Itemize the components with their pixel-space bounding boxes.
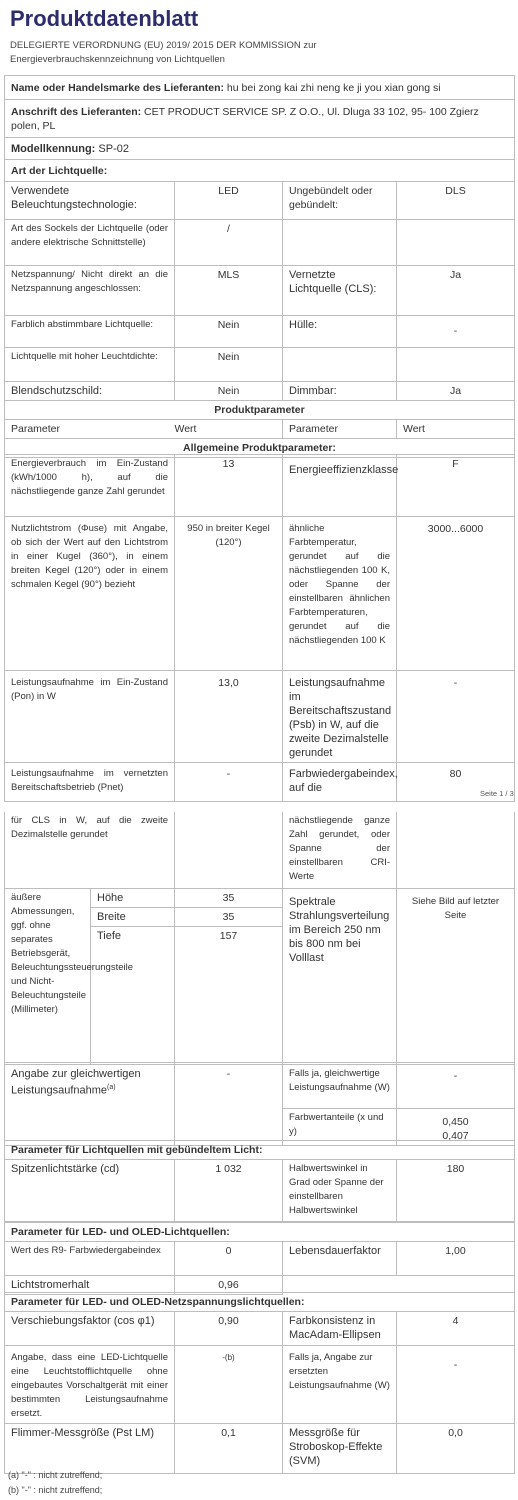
chroma-y: 0,407 <box>442 1130 469 1142</box>
chroma-label: Farbwertanteile (x und y) <box>283 1109 397 1146</box>
light-type-value: Nein <box>175 382 283 401</box>
depth-value: 157 <box>175 927 283 1065</box>
equiv-yes-label: Falls ja, gleichwertige Leistungsaufnahme (W) <box>283 1063 397 1109</box>
spd-value: Siehe Bild auf letzter Seite <box>397 889 515 1065</box>
supplier-name-label: Name oder Handelsmarke des Lieferanten: <box>11 82 224 94</box>
light-type-value: LED <box>175 182 283 220</box>
supplier-name-value: hu bei zong kai zhi neng ke ji you xian gong si <box>226 82 441 94</box>
beam-label: Halbwertswinkel in Grad oder Spanne der einstellbaren Halbwertswinkel <box>283 1160 397 1222</box>
cri-label-cont: nächstliegende ganze Zahl gerundet, oder Spanne der einstellbaren CRI-Werte <box>283 812 397 888</box>
light-type-row <box>5 382 515 401</box>
pon-label: Leistungsaufnahme im Ein-Zustand (Pon) in W <box>5 671 175 763</box>
light-source-type-table <box>4 181 515 401</box>
energy-label: Energieverbrauch im Ein-Zustand (kWh/1000 h), auf die nächstliegende ganze Zahl gerundet <box>5 455 175 517</box>
flicker-label: Flimmer-Messgröße (Pst LM) <box>5 1424 175 1474</box>
psb-label: Leistungsaufnahme im Bereitschaftszustand (Psb) in W, auf die zweite Dezimalstelle gerundet <box>283 671 397 763</box>
regulation-subtitle: DELEGIERTE VERORDNUNG (EU) 2019/ 2015 DER KOMMISSION zur Energieverbrauchskennzeichnung von Lichtquellen <box>10 40 317 65</box>
replace-yes-value: - <box>397 1346 515 1424</box>
equiv-label: Angabe zur gleichwertigen Leistungsaufnahme$^{(a)}$ <box>5 1063 175 1146</box>
light-type-label: Lichtquelle mit hoher Leuchtdichte: <box>5 348 175 382</box>
light-type-value: Nein <box>175 348 283 382</box>
light-type-row <box>5 266 515 316</box>
light-type-label-2: Vernetzte Lichtquelle (CLS): <box>283 266 397 316</box>
maint-value: 0,96 <box>175 1276 283 1295</box>
light-type-value-2: - <box>397 316 515 348</box>
cri-label: Farbwiedergabeindex, auf die <box>283 763 397 802</box>
supplier-address-label: Anschrift des Lieferanten: <box>11 106 142 118</box>
strobo-label: Messgröße für Stroboskop-Effekte (SVM) <box>283 1424 397 1474</box>
mains-title: Parameter für LED- und OLED-Netzspannungslichtquellen: <box>5 1293 515 1312</box>
cri-value-cont <box>397 812 515 888</box>
col-header-parameter: Parameter Wert <box>5 420 283 439</box>
dimensions-label: äußere Abmessungen, ggf. ohne separates Betriebsgerät, Beleuchtungssteuerungsteile und Nicht-Beleuchtungsteile (Millimeter) <box>5 889 91 1065</box>
beam-value: 180 <box>397 1160 515 1222</box>
light-type-label: Netzspannung/ Nicht direkt an die Netzspannung angeschlossen: <box>5 266 175 316</box>
flux-value: 950 in breiter Kegel (120°) <box>175 517 283 671</box>
model-row <box>5 138 515 160</box>
mains-table <box>4 1292 515 1474</box>
col-header-parameter-2: Parameter <box>283 420 397 439</box>
life-value: 1,00 <box>397 1242 515 1276</box>
equiv-yes-value: - <box>397 1063 515 1109</box>
pnet-label-cont: für CLS in W, auf die zweite Dezimalstelle gerundet <box>5 812 175 888</box>
pon-value: 13,0 <box>175 671 283 763</box>
col-header-value-2: Wert <box>397 420 515 439</box>
supplier-address-row <box>5 100 515 138</box>
pnet-value: - <box>175 763 283 802</box>
width-value: 35 <box>175 908 283 927</box>
peak-value: 1 032 <box>175 1160 283 1222</box>
psb-value: - <box>397 671 515 763</box>
flux-label: Nutzlichtstrom (Φuse) mit Angabe, ob sich der Wert auf den Lichtstrom in einer Kugel (360°), in einem breiten Kegel (120°) oder in einem schmalen Kegel (90°) bezieht <box>5 517 175 671</box>
equiv-table <box>4 1062 515 1146</box>
light-type-value-2 <box>397 220 515 266</box>
life-label: Lebensdauerfaktor <box>283 1242 397 1276</box>
product-params-title: Produktparameter <box>5 401 515 420</box>
energy-value: 13 <box>175 455 283 517</box>
light-type-label-2 <box>283 348 397 382</box>
light-type-label-2: Hülle: <box>283 316 397 348</box>
height-value: 35 <box>175 889 283 908</box>
peak-label: Spitzenlichtstärke (cd) <box>5 1160 175 1222</box>
light-type-label: Farblich abstimmbare Lichtquelle: <box>5 316 175 348</box>
footnote-ref-a: (a) <box>107 1084 116 1091</box>
general-params-cont-table <box>4 812 515 889</box>
disp-label: Verschiebungsfaktor (cos φ1) <box>5 1312 175 1346</box>
light-type-value-2: Ja <box>397 266 515 316</box>
light-type-label: Verwendete Beleuchtungstechnologie: <box>5 182 175 220</box>
light-type-row <box>5 182 515 220</box>
r9-value: 0 <box>175 1242 283 1276</box>
flicker-value: 0,1 <box>175 1424 283 1474</box>
footnote-a: (a) "-" : nicht zutreffend; <box>8 1470 103 1480</box>
model-value: SP-02 <box>98 143 129 155</box>
strobo-value: 0,0 <box>397 1424 515 1474</box>
light-type-row <box>5 220 515 266</box>
dimensions-table <box>4 888 515 1065</box>
replace-yes-label: Falls ja, Angabe zur ersetzten Leistungsaufnahme (W) <box>283 1346 397 1424</box>
cri-value: 80 <box>397 763 515 802</box>
r9-label: Wert des R9- Farbwiedergabeindex <box>5 1242 175 1276</box>
led-table <box>4 1222 515 1295</box>
light-type-label: Art des Sockels der Lichtquelle (oder andere elektrische Schnittstelle) <box>5 220 175 266</box>
cct-label: ähnliche Farbtemperatur, gerundet auf die nächstliegenden 100 K, oder Spanne der einstellbaren ähnlichen Farbtemperaturen, gerundet auf die nächstliegenden 100 K <box>283 517 397 671</box>
light-type-label-2: Ungebündelt oder gebündelt: <box>283 182 397 220</box>
col-header-value: Wert <box>174 423 197 435</box>
consist-value: 4 <box>397 1312 515 1346</box>
page-number: Seite 1 / 3 <box>480 789 514 798</box>
light-type-value: / <box>175 220 283 266</box>
light-type-value-2 <box>397 348 515 382</box>
directional-title: Parameter für Lichtquellen mit gebündeltem Licht: <box>5 1141 515 1160</box>
general-params-table <box>4 454 515 802</box>
pnet-value-cont <box>175 812 283 888</box>
general-params-title: Allgemeine Produktparameter: <box>5 439 515 458</box>
light-type-label-2: Dimmbar: <box>283 382 397 401</box>
page-title: Produktdatenblatt <box>10 6 199 31</box>
eclass-label: Energieeffizienzklasse <box>283 455 397 517</box>
height-label: Höhe <box>91 889 175 908</box>
led-title: Parameter für LED- und OLED-Lichtquellen: <box>5 1223 515 1242</box>
consist-label: Farbkonsistenz in MacAdam-Ellipsen <box>283 1312 397 1346</box>
disp-value: 0,90 <box>175 1312 283 1346</box>
supplier-table <box>4 75 515 182</box>
light-type-row <box>5 316 515 348</box>
chroma-x: 0,450 <box>442 1116 469 1128</box>
cct-value: 3000...6000 <box>397 517 515 671</box>
light-type-value: Nein <box>175 316 283 348</box>
eclass-value: F <box>397 455 515 517</box>
product-params-header <box>4 400 515 458</box>
source-type-heading: Art der Lichtquelle: <box>5 160 515 182</box>
pnet-label: Leistungsaufnahme im vernetzten Bereitschaftsbetrieb (Pnet) <box>5 763 175 802</box>
light-type-value: MLS <box>175 266 283 316</box>
supplier-name-row <box>5 76 515 100</box>
replace-value: -(b) <box>175 1346 283 1424</box>
light-type-row <box>5 348 515 382</box>
directional-table <box>4 1140 515 1222</box>
depth-label: Tiefe <box>91 927 175 1065</box>
supplier-address-value: CET PRODUCT SERVICE SP. Z O.O., Ul. Dluga 33 102, 95- 100 Zgierz polen, PL <box>11 106 479 132</box>
replace-label: Angabe, dass eine LED-Lichtquelle eine Leuchtstofflichtquelle ohne eingebautes Vorschaltgerät mit einer bestimmten Leistungsaufnahme ersetzt. <box>5 1346 175 1424</box>
equiv-value: - <box>175 1063 283 1146</box>
light-type-value-2: DLS <box>397 182 515 220</box>
footnote-b: (b) "-" : nicht zutreffend; <box>8 1485 103 1495</box>
spd-label: Spektrale Strahlungsverteilung im Bereich 250 nm bis 800 nm bei Volllast <box>283 889 397 1065</box>
light-type-value-2: Ja <box>397 382 515 401</box>
light-type-label: Blendschutzschild: <box>5 382 175 401</box>
light-type-label-2 <box>283 220 397 266</box>
width-label: Breite <box>91 908 175 927</box>
maint-label: Lichtstromerhalt <box>5 1276 175 1295</box>
model-label: Modellkennung: <box>11 143 96 155</box>
